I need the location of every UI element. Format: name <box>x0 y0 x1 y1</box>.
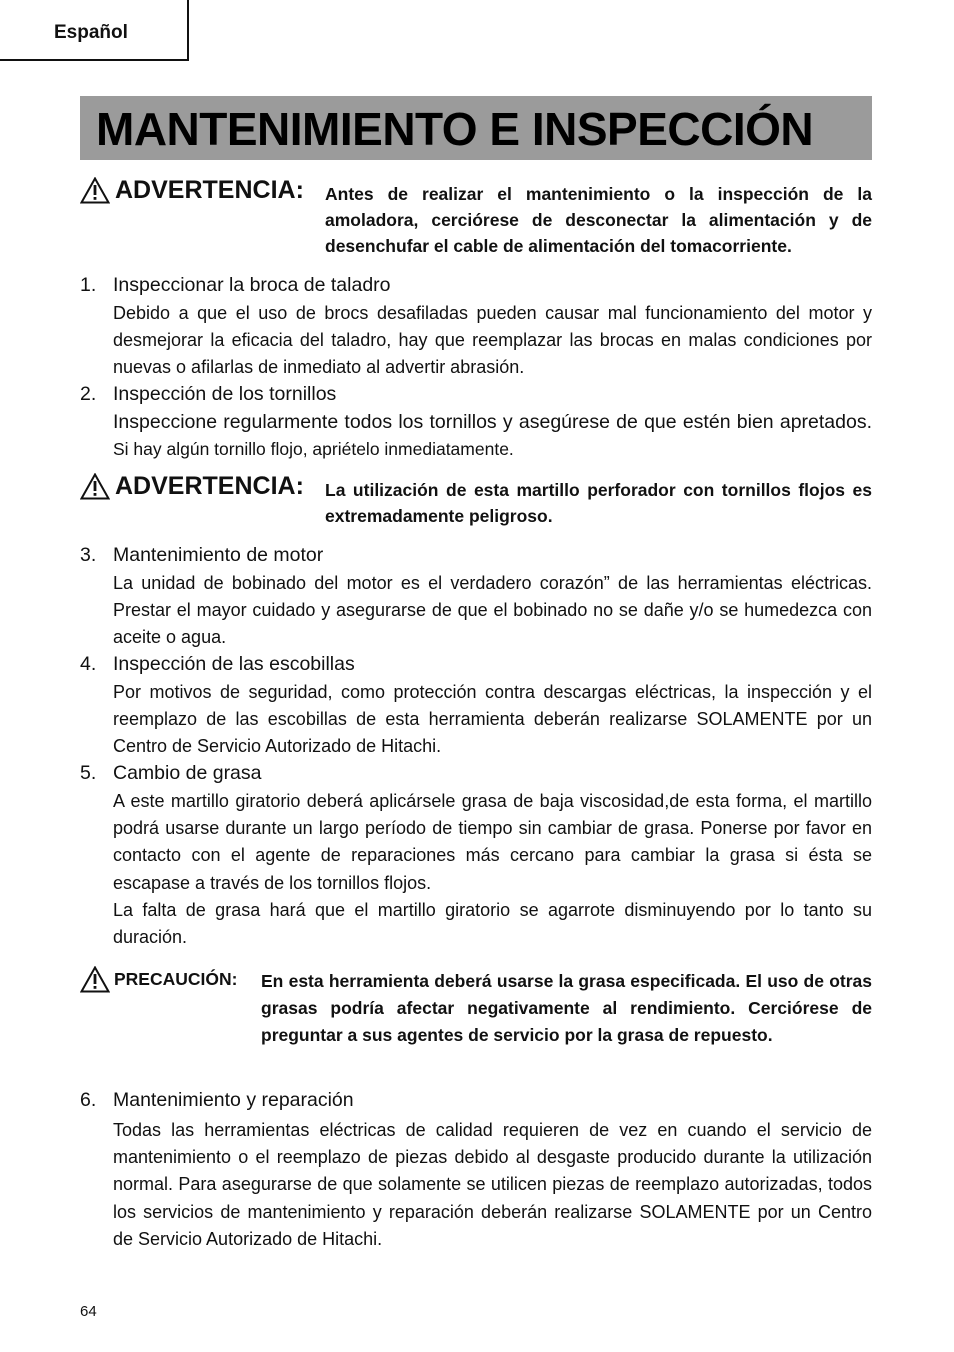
warning-message-1: Antes de realizar el mantenimiento o la inspección de la amoladora, cerciórese de desconectar la alimentación y de desenchufar el cable de alimentación del tomacorriente. <box>325 184 872 256</box>
title-bar <box>80 96 872 160</box>
warning-label-text: ADVERTENCIA: <box>115 472 304 500</box>
item-body: A este martillo giratorio deberá aplicársele grasa de baja viscosidad,de esta forma, el martillo podrá usarse durante un largo período de tiempo sin cambiar de grasa. Ponerse por favor en contacto con el agente de reparaciones más cercano para cambiar la grasa si ésta se escapase a través de los tornillos flojos. <box>113 791 872 893</box>
warning-triangle-icon <box>80 473 110 500</box>
warning-label-2 <box>80 472 304 501</box>
warning-message-2: La utilización de esta martillo perforador con tornillos flojos es extremadamente peligroso. <box>325 480 872 526</box>
caution-message: En esta herramienta deberá usarse la grasa especificada. El uso de otras grasas podría afectar negativamente al rendimiento. Cerciórese de preguntar a sus agentes de servicio por la grasa de repuesto. <box>261 971 872 1045</box>
item-number: 3. <box>80 544 97 566</box>
item-body-tail: Si hay algún tornillo flojo, apriételo inmediatamente. <box>113 439 514 460</box>
warning-triangle-icon <box>80 177 110 204</box>
warning-label-1 <box>80 176 304 205</box>
caution-label-text: PRECAUCIÓN: <box>114 969 238 989</box>
language-label: Español <box>54 22 128 43</box>
item-body: Todas las herramientas eléctricas de calidad requieren de vez en cuando el servicio de mantenimiento o el reemplazo de piezas debido al desgaste producido durante la utilización normal. Para asegurarse de que solamente se utilicen piezas de reemplazo autorizadas, todos los servicios de mantenimiento y reparación deberán realizarse SOLAMENTE por un Centro de Servicio Autorizado de Hitachi. <box>113 1120 872 1249</box>
item-number: 1. <box>80 274 97 296</box>
warning-block-2 <box>80 472 872 532</box>
item-number: 6. <box>80 1089 97 1111</box>
item-body: La unidad de bobinado del motor es el verdadero corazón” de las herramientas eléctricas. Prestar el mayor cuidado y asegurarse de que el bobinado no se dañe y/o se humedezca con aceite o agua. <box>113 573 872 648</box>
caution-label <box>80 966 237 993</box>
item-heading: Cambio de grasa <box>113 762 262 784</box>
page-title: MANTENIMIENTO E INSPECCIÓN <box>96 103 814 155</box>
item-body-paragraph-2: La falta de grasa hará que el martillo giratorio se agarrote disminuyendo por lo tanto su duración. <box>113 900 872 948</box>
item-heading: Mantenimiento de motor <box>113 544 324 566</box>
warning-triangle-icon <box>80 966 110 993</box>
item-heading: Inspeccionar la broca de taladro <box>113 274 391 296</box>
item-body: Por motivos de seguridad, como protección contra descargas eléctricas, la inspección y el reemplazo de las escobillas de esta herramienta deberán realizarse SOLAMENTE por un Centro de Servicio Autorizado de Hitachi. <box>113 682 872 757</box>
item-heading: Inspección de las escobillas <box>113 653 355 675</box>
language-tab <box>0 0 189 61</box>
item-body: Debido a que el uso de brocs desafiladas pueden causar mal funcionamiento del motor y desmejorar la eficacia del taladro, hay que reemplazar las brocas en malas condiciones por nuevas o afilarlas de inmediato al advertir abrasión. <box>113 303 872 378</box>
item-number: 4. <box>80 653 97 675</box>
item-heading: Mantenimiento y reparación <box>113 1089 354 1111</box>
item-body-main: Inspeccione regularmente todos los tornillos y asegúrese de que estén bien apretados. <box>113 411 872 433</box>
item-number: 5. <box>80 762 97 784</box>
item-body <box>113 409 872 463</box>
warning-block-1 <box>80 176 872 258</box>
warning-label-text: ADVERTENCIA: <box>115 176 304 204</box>
item-number: 2. <box>80 383 97 405</box>
page-number: 64 <box>80 1303 97 1320</box>
item-heading: Inspección de los tornillos <box>113 383 337 405</box>
